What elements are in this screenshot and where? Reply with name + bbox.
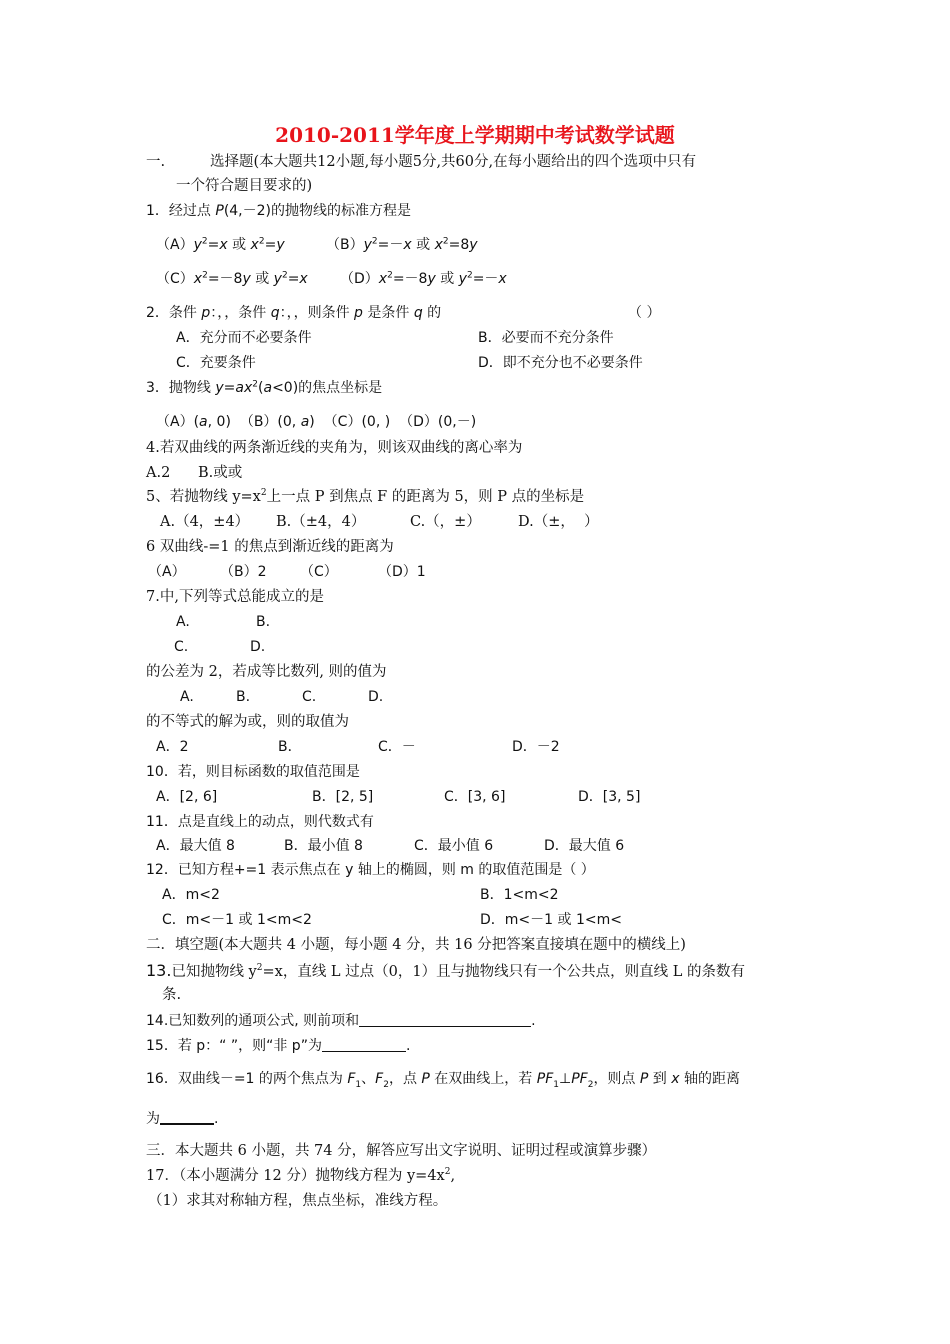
question-12-option-a: A．m<2 bbox=[162, 887, 220, 903]
question-5-option-d: D.（±， ） bbox=[518, 514, 599, 530]
question-1-stem: 1．经过点 P(4,－2)的抛物线的标准方程是 bbox=[146, 203, 412, 219]
page-title: 2010-2011学年度上学期期中考试数学试题 bbox=[275, 123, 675, 147]
section-3-heading: 三．本大题共 6 小题，共 74 分，解答应写出文字说明、证明过程或演算步骤） bbox=[146, 1143, 657, 1159]
question-5-stem: 5、若抛物线 $y=x^2$上一点 P 到焦点 F 的距离为 5，则 P 点的坐标是 bbox=[146, 488, 585, 505]
question-9-option-b: B． bbox=[278, 739, 302, 755]
question-2-stem: 2．条件 p：，，条件 q：，，则条件 p 是条件 q 的 bbox=[146, 305, 442, 321]
question-6-stem: 6 双曲线-=1 的焦点到渐近线的距离为 bbox=[146, 539, 394, 555]
question-17-part-1: （1）求其对称轴方程，焦点坐标，准线方程。 bbox=[148, 1193, 448, 1209]
question-7-option-c: C. bbox=[174, 639, 189, 655]
question-1-option-c: $(C)x^2=-8y$ 或 $y^2=x$ bbox=[156, 270, 308, 287]
question-9-option-c: C．－ bbox=[378, 739, 416, 755]
question-6-option-c: （C） bbox=[300, 564, 338, 580]
question-8-option-b: B. bbox=[236, 689, 251, 705]
question-7-option-d: D. bbox=[250, 639, 266, 655]
question-12-option-d: D．m<－1 或 1<m< bbox=[480, 912, 622, 928]
question-16-answer-blank[interactable] bbox=[160, 1109, 214, 1125]
question-14-answer-blank[interactable] bbox=[359, 1012, 531, 1027]
question-8-option-d: D. bbox=[368, 689, 384, 705]
question-12-option-b: B．1<m<2 bbox=[480, 887, 559, 903]
question-9-option-d: D．－2 bbox=[512, 739, 560, 755]
question-6-option-a: （A） bbox=[148, 564, 186, 580]
question-2-option-b: B．必要而不充分条件 bbox=[478, 330, 614, 346]
question-11-option-c: C．最小值 6 bbox=[414, 838, 494, 854]
question-2-option-d: D．即不充分也不必要条件 bbox=[478, 355, 643, 371]
question-10-option-c: C．[3, 6] bbox=[444, 789, 506, 805]
section-1-number: 一. bbox=[146, 154, 166, 170]
question-1-option-b: $(B)y^2=-x$ 或 $x^2=8y$ bbox=[326, 236, 478, 253]
section-2-heading: 二．填空题(本大题共 4 小题，每小题 4 分，共 16 分把答案直接填在题中的横线上) bbox=[146, 937, 686, 953]
question-13-stem: 13.已知抛物线 $y^2=x$，直线 L 过点（0，1）且与抛物线只有一个公共点，则直线 L 的条数有 bbox=[146, 961, 745, 980]
question-10-option-d: D．[3, 5] bbox=[578, 789, 641, 805]
question-9-option-a: A．2 bbox=[156, 739, 189, 755]
question-10-option-a: A．[2, 6] bbox=[156, 789, 218, 805]
question-4-options: A.2 B.或或 bbox=[146, 465, 243, 481]
question-2-answer-paren: （ ） bbox=[628, 305, 661, 321]
question-8-stem: 的公差为 2，若成等比数列, 则的值为 bbox=[146, 664, 387, 680]
question-16-stem: 16．双曲线－=1 的两个焦点为 $F_1$、$F_2$，点 P 在双曲线上，若 $PF_1\perp PF_2$，则点 P 到 x 轴的距离 bbox=[146, 1071, 740, 1090]
question-11-option-d: D．最大值 6 bbox=[544, 838, 625, 854]
question-14-stem: 14.已知数列的通项公式, 则前项和 . bbox=[146, 1013, 536, 1029]
question-5-option-c: C.（，±） bbox=[410, 514, 481, 530]
question-5-option-a: A.（4，±4） bbox=[160, 514, 250, 530]
question-16-stem-cont: 为 . bbox=[146, 1111, 219, 1127]
question-7-stem: 7.中,下列等式总能成立的是 bbox=[146, 589, 324, 605]
question-3-stem: 3．抛物线 $y=ax^2(a<0)$的焦点坐标是 bbox=[146, 379, 383, 396]
question-5-option-b: B.（±4，4） bbox=[276, 514, 366, 530]
question-6-option-d: （D）1 bbox=[378, 564, 426, 580]
question-11-option-a: A．最大值 8 bbox=[156, 838, 235, 854]
question-12-stem: 12．已知方程+=1 表示焦点在 y 轴上的椭圆，则 m 的取值范围是（ ） bbox=[146, 862, 595, 878]
question-15-answer-blank[interactable] bbox=[322, 1037, 406, 1052]
question-7-option-a: A. bbox=[176, 614, 190, 630]
question-17-stem: 17．（本小题满分 12 分）抛物线方程为 $y=4x^2$, bbox=[146, 1167, 456, 1184]
question-8-option-c: C. bbox=[302, 689, 317, 705]
question-2-option-c: C．充要条件 bbox=[176, 355, 256, 371]
question-7-option-b: B. bbox=[256, 614, 271, 630]
question-8-option-a: A. bbox=[180, 689, 194, 705]
question-15-stem: 15．若 p：“ ”，则“非 p”为 . bbox=[146, 1038, 411, 1054]
question-1-option-d: $(D)x^2=-8y$ 或 $y^2=-x$ bbox=[340, 270, 507, 287]
question-9-stem: 的不等式的解为或，则的取值为 bbox=[146, 714, 349, 730]
section-1-heading: 选择题(本大题共12小题,每小题5分,共60分,在每小题给出的四个选项中只有 bbox=[210, 154, 697, 170]
question-3-options: （A）(a, 0) （B）(0, a) （C）(0, ) （D）(0,－) bbox=[156, 414, 477, 430]
question-4-stem: 4.若双曲线的两条渐近线的夹角为，则该双曲线的离心率为 bbox=[146, 440, 523, 456]
question-11-stem: 11．点是直线上的动点，则代数式有 bbox=[146, 814, 374, 830]
question-10-option-b: B．[2, 5] bbox=[312, 789, 374, 805]
question-13-stem-cont: 条. bbox=[162, 987, 182, 1003]
question-12-option-c: C．m<－1 或 1<m<2 bbox=[162, 912, 312, 928]
question-1-option-a: $(A)y^2=x$ 或 $x^2=y$ bbox=[156, 236, 285, 253]
section-1-heading-cont: 一个符合题目要求的) bbox=[176, 178, 313, 194]
question-2-option-a: A．充分而不必要条件 bbox=[176, 330, 312, 346]
question-10-stem: 10．若，则目标函数的取值范围是 bbox=[146, 764, 360, 780]
question-11-option-b: B．最小值 8 bbox=[284, 838, 363, 854]
question-6-option-b: （B）2 bbox=[220, 564, 267, 580]
